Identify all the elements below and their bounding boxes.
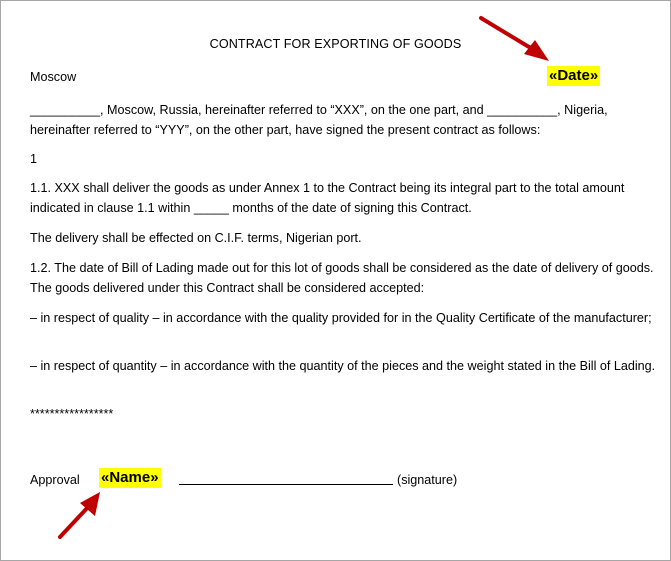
arrow-to-date-icon (481, 18, 549, 61)
signature-label: (signature) (397, 473, 458, 487)
arrow-to-name-icon (60, 492, 100, 537)
separator-line: ***************** (30, 407, 114, 421)
section-number: 1 (30, 152, 38, 166)
city-label: Moscow (30, 70, 77, 84)
document-title: CONTRACT FOR EXPORTING OF GOODS (209, 37, 462, 51)
intro-paragraph: __________, Moscow, Russia, hereinafter referred to “XXX”, on the one part, and __________, Nigeria, hereinafter referred to “YYY”, on the other part, have signed the present contract as follows: (30, 103, 608, 137)
date-merge-field[interactable]: «Date» (549, 67, 599, 84)
quantity-item: – in respect of quantity – in accordance with the quantity of the pieces and the weight stated in the Bill of Lading. (30, 359, 656, 373)
clause-1-1: 1.1. XXX shall deliver the goods as under Annex 1 to the Contract being its integral part to the total amount indicated in clause 1.1 within _____ months of the date of signing this Contract. (30, 181, 625, 215)
delivery-terms: The delivery shall be effected on C.I.F. terms, Nigerian port. (30, 231, 362, 245)
quality-item: – in respect of quality – in accordance with the quality provided for in the Quality Certificate of the manufacturer; (30, 311, 652, 325)
clause-1-2: 1.2. The date of Bill of Lading made out for this lot of goods shall be considered as the date of delivery of goods. The goods delivered under this Contract shall be considered accepted: (30, 261, 654, 295)
name-merge-field[interactable]: «Name» (101, 469, 159, 486)
approval-label: Approval (30, 473, 80, 487)
